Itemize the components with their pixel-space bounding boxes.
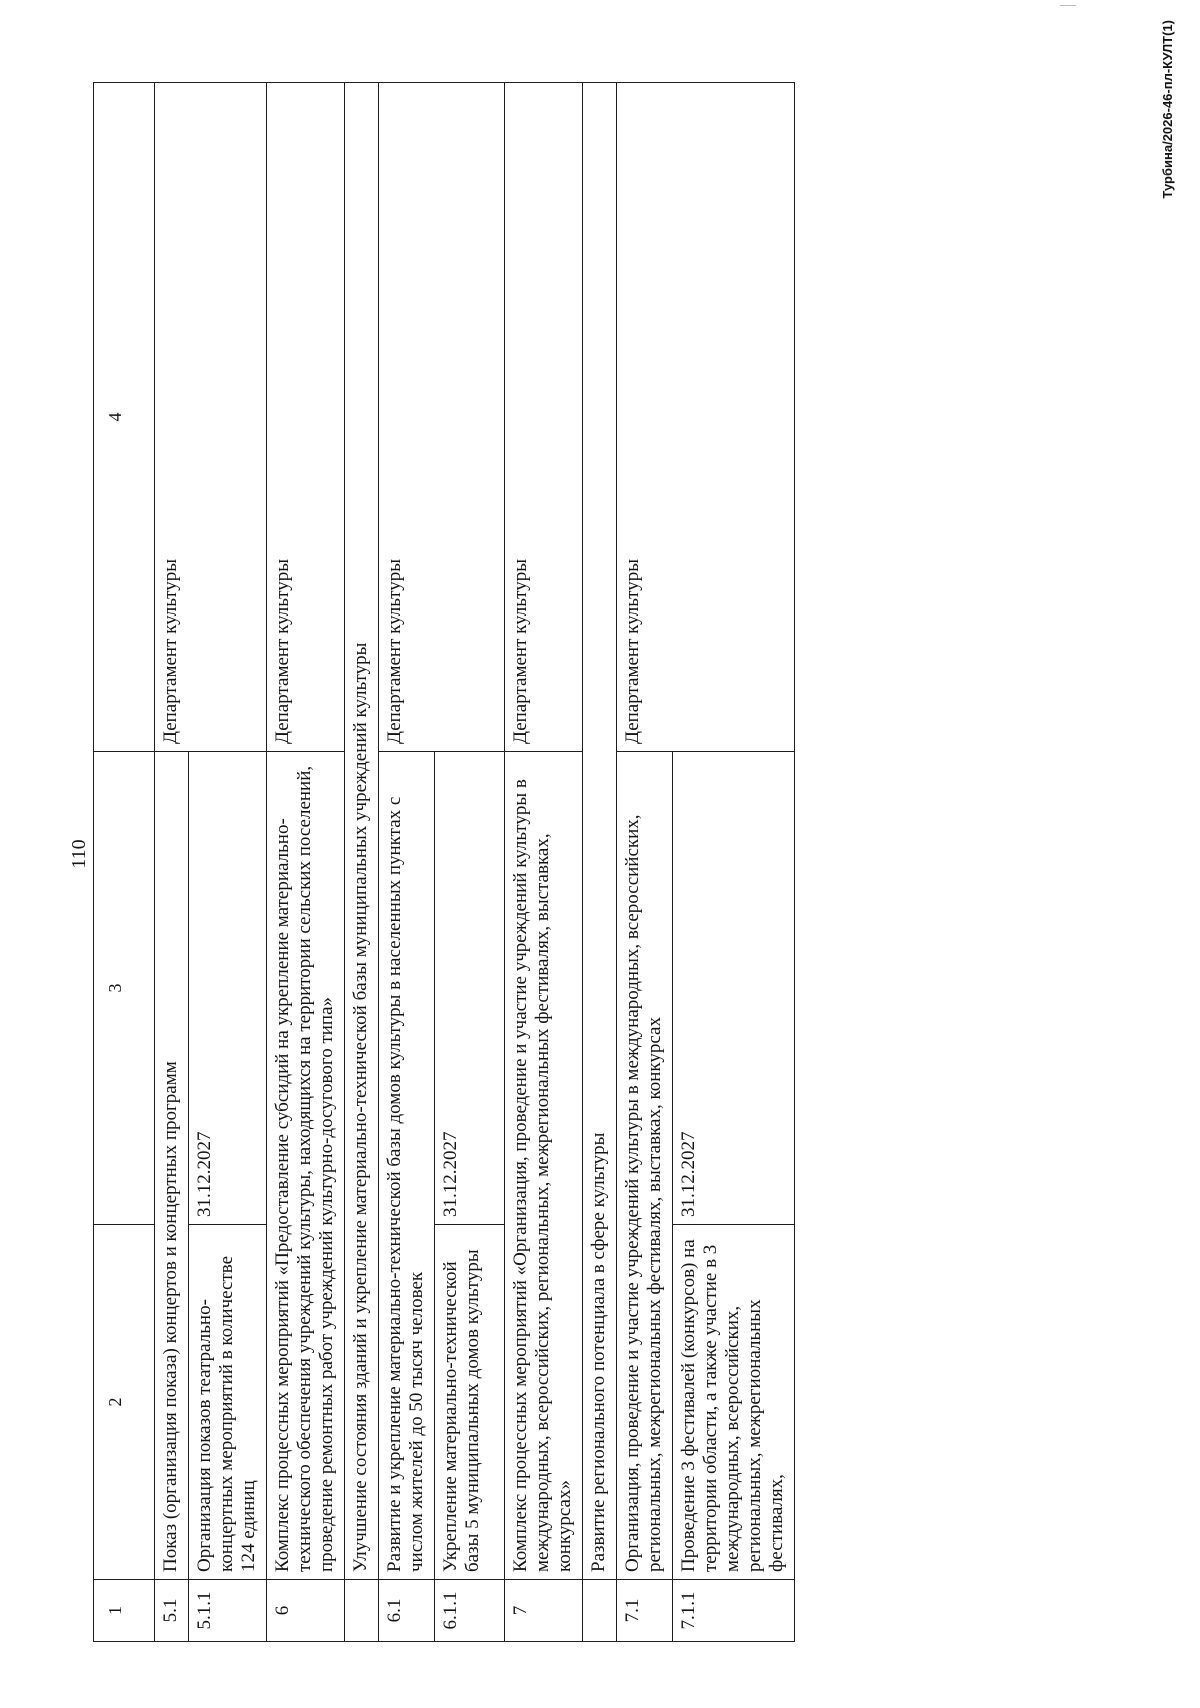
row-number [583, 1580, 617, 1642]
row-text: Комплекс процессных мероприятий «Предоставление субсидий на укрепление материально-технического обеспечения учреждений культуры, находящихся на территории сельских поселений, проведение ремонтных работ учреждений культурно-досугового типа» [267, 752, 345, 1580]
section-title: Улучшение состояния зданий и укрепление материально-технической базы муниципальных учреждений культуры [345, 83, 379, 1580]
column-header-2: 2 [94, 1225, 155, 1580]
responsible-department: Департамент культуры [505, 83, 583, 752]
table-row [583, 83, 617, 1642]
responsible-department: Департамент культуры [155, 83, 267, 752]
responsible-department: Департамент культуры [379, 83, 505, 752]
table-row [617, 83, 673, 1642]
table-header-row [94, 83, 155, 1642]
row-date: 31.12.2027 [435, 752, 505, 1225]
row-number: 5.1.1 [189, 1580, 267, 1642]
scan-mark [1060, 5, 1076, 6]
responsible-department: Департамент культуры [617, 83, 795, 752]
row-number: 5.1 [155, 1580, 189, 1642]
row-text: Показ (организация показа) концертов и концертных программ [155, 752, 189, 1580]
row-number: 7 [505, 1580, 583, 1642]
responsible-department: Департамент культуры [267, 83, 345, 752]
section-title: Развитие регионального потенциала в сфере культуры [583, 83, 617, 1580]
row-text: Организация показов театрально-концертных мероприятий в количестве 124 единиц [189, 1225, 267, 1580]
row-text: Организация, проведение и участие учреждений культуры в международных, всероссийских, региональных, межрегиональных фестивалях, выставках, конкурсах [617, 752, 673, 1580]
row-text: Проведение 3 фестивалей (конкурсов) на территории области, а также участие в 3 международных, всероссийских, региональных, межрегиональных фестивалях, [673, 1225, 795, 1580]
row-text: Комплекс процессных мероприятий «Организация, проведение и участие учреждений культуры в международных, всероссийских, региональных, межрегиональных фестивалях, выставках, конкурсах» [505, 752, 583, 1580]
row-number: 6 [267, 1580, 345, 1642]
row-text: Укрепление материально-технической базы 5 муниципальных домов культуры [435, 1225, 505, 1580]
table-row [505, 83, 583, 1642]
column-header-1: 1 [94, 1580, 155, 1642]
row-number: 6.1 [379, 1580, 435, 1642]
table-row [379, 83, 435, 1642]
row-number [345, 1580, 379, 1642]
plan-table [93, 82, 795, 1642]
table-row [345, 83, 379, 1642]
column-header-4: 4 [94, 83, 155, 752]
row-number: 6.1.1 [435, 1580, 505, 1642]
row-date: 31.12.2027 [189, 752, 267, 1225]
table-row [267, 83, 345, 1642]
row-number: 7.1 [617, 1580, 673, 1642]
row-text: Развитие и укрепление материально-технической базы домов культуры в населенных пунктах с числом жителей до 50 тысяч человек [379, 752, 435, 1580]
row-number: 7.1.1 [673, 1580, 795, 1642]
table-row [155, 83, 189, 1642]
document-code: Турбина/2026-46-пл-КУЛТ(1) [1160, 20, 1175, 199]
row-date: 31.12.2027 [673, 752, 795, 1225]
page-number: 110 [68, 839, 90, 869]
column-header-3: 3 [94, 752, 155, 1225]
